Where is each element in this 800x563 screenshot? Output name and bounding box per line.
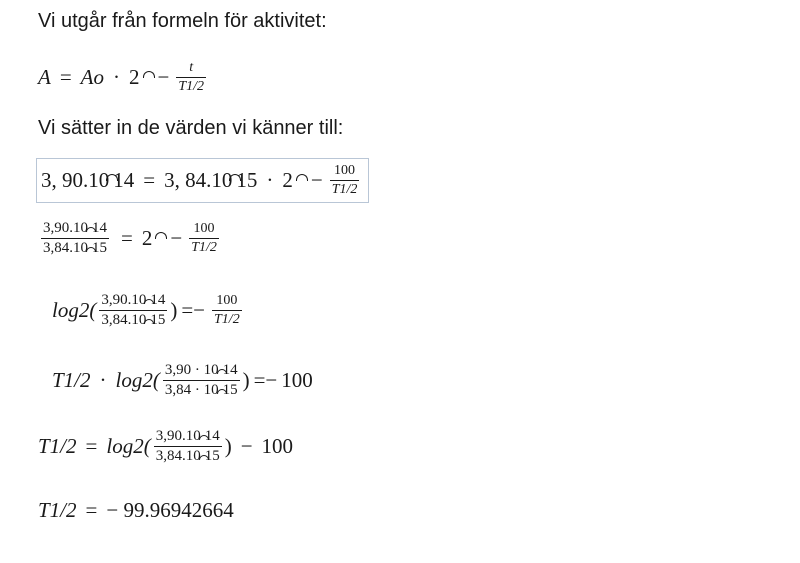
activity-ratio-fraction (41, 220, 109, 258)
ratio-numerator (99, 292, 167, 310)
activity-ratio-fraction (99, 292, 167, 330)
intro-text: Vi utgår från formeln för aktivitet: (38, 10, 327, 32)
ratio-denominator (154, 446, 222, 465)
fraction-numerator: 100 (216, 293, 238, 309)
fraction-denominator: T1/2 (191, 240, 217, 256)
activity-value: 3, 90.10 (41, 168, 110, 193)
ratio-denominator (41, 238, 109, 257)
minus-sign: − (170, 226, 183, 251)
ratio-numerator (41, 220, 109, 238)
denominator-exponent: 15 (204, 448, 220, 465)
denominator-value: 3,84.10 (155, 448, 201, 465)
minus-sign: − (310, 168, 323, 193)
equals-minus: =− (181, 298, 206, 323)
exponent-fraction (330, 163, 360, 198)
ratio-numerator (154, 428, 222, 446)
half-life-symbol: T1/2 (38, 498, 77, 522)
fraction-numerator: 100 (193, 221, 215, 237)
fraction-denominator: T1/2 (214, 312, 240, 328)
numerator-exponent: 14 (92, 220, 107, 236)
initial-activity-exponent: 15 (236, 168, 258, 193)
result-value: 100 (281, 368, 313, 393)
ratio-denominator (99, 310, 167, 329)
fraction-denominator: T1/2 (331, 182, 358, 198)
numerator-value: 3,90.10 (43, 220, 88, 236)
denominator-value: 3,84.10 (101, 312, 147, 329)
fraction-numerator: 100 (334, 163, 356, 178)
ratio-equation (38, 220, 222, 258)
equals-sign: = (85, 498, 98, 522)
equals-minus: =− (253, 368, 278, 393)
numerator-value: 3,90.10 (155, 428, 201, 444)
half-life-product-equation (52, 362, 313, 400)
log-function: log2( (52, 298, 97, 323)
numerator-exponent: 14 (204, 428, 220, 444)
activity-formula (38, 60, 209, 95)
equals-sign: = (85, 434, 98, 459)
activity-exponent: 14 (113, 168, 135, 193)
initial-activity-symbol: Ao (80, 65, 104, 90)
denominator-exponent: 15 (222, 382, 238, 399)
close-paren: ) (170, 298, 178, 323)
half-life-symbol: T1/2 (52, 368, 91, 393)
denominator-exponent: 15 (92, 240, 107, 257)
minus-sign: − (240, 434, 253, 459)
multiply-dot: · (113, 65, 120, 90)
denominator-value: 3,84.10 (43, 240, 88, 257)
final-result-value: − 99.96942664 (106, 498, 234, 522)
half-life-symbol: T1/2 (38, 434, 77, 459)
fraction-numerator: t (189, 60, 194, 75)
multiply-dot: · (266, 168, 274, 193)
base-two: 2 (129, 65, 140, 90)
exponent-fraction (212, 293, 242, 328)
multiply-dot: · (99, 368, 107, 393)
close-paren: ) (242, 368, 250, 393)
log-equation (52, 292, 245, 330)
equals-sign: = (59, 65, 72, 90)
activity-symbol: A (38, 65, 51, 90)
equals-sign: = (121, 226, 133, 251)
minus-sign: − (157, 65, 170, 90)
result-value: 100 (261, 434, 294, 459)
exponent-fraction (189, 221, 219, 256)
log-function: log2( (115, 368, 160, 393)
substituted-equation (36, 158, 369, 203)
base-two: 2 (282, 168, 293, 193)
log-function: log2( (106, 434, 151, 459)
ratio-denominator (163, 380, 240, 399)
half-life-result-equation (38, 500, 234, 521)
ratio-numerator (163, 362, 240, 380)
activity-ratio-fraction (163, 362, 240, 400)
equals-sign: = (143, 168, 156, 193)
denominator-value: 3,84 · 10 (164, 382, 219, 399)
half-life-log-equation (38, 428, 293, 466)
numerator-value: 3,90 · 10 (164, 362, 219, 378)
numerator-exponent: 14 (150, 292, 166, 308)
exponent-fraction (176, 60, 206, 95)
base-two: 2 (141, 226, 153, 251)
close-paren: ) (224, 434, 232, 459)
initial-activity-value: 3, 84.10 (164, 168, 233, 193)
denominator-exponent: 15 (150, 312, 166, 329)
fraction-denominator: T1/2 (178, 79, 205, 95)
numerator-value: 3,90.10 (101, 292, 147, 308)
activity-ratio-fraction (154, 428, 222, 466)
insert-text: Vi sätter in de värden vi känner till: (38, 117, 344, 139)
numerator-exponent: 14 (222, 362, 238, 378)
